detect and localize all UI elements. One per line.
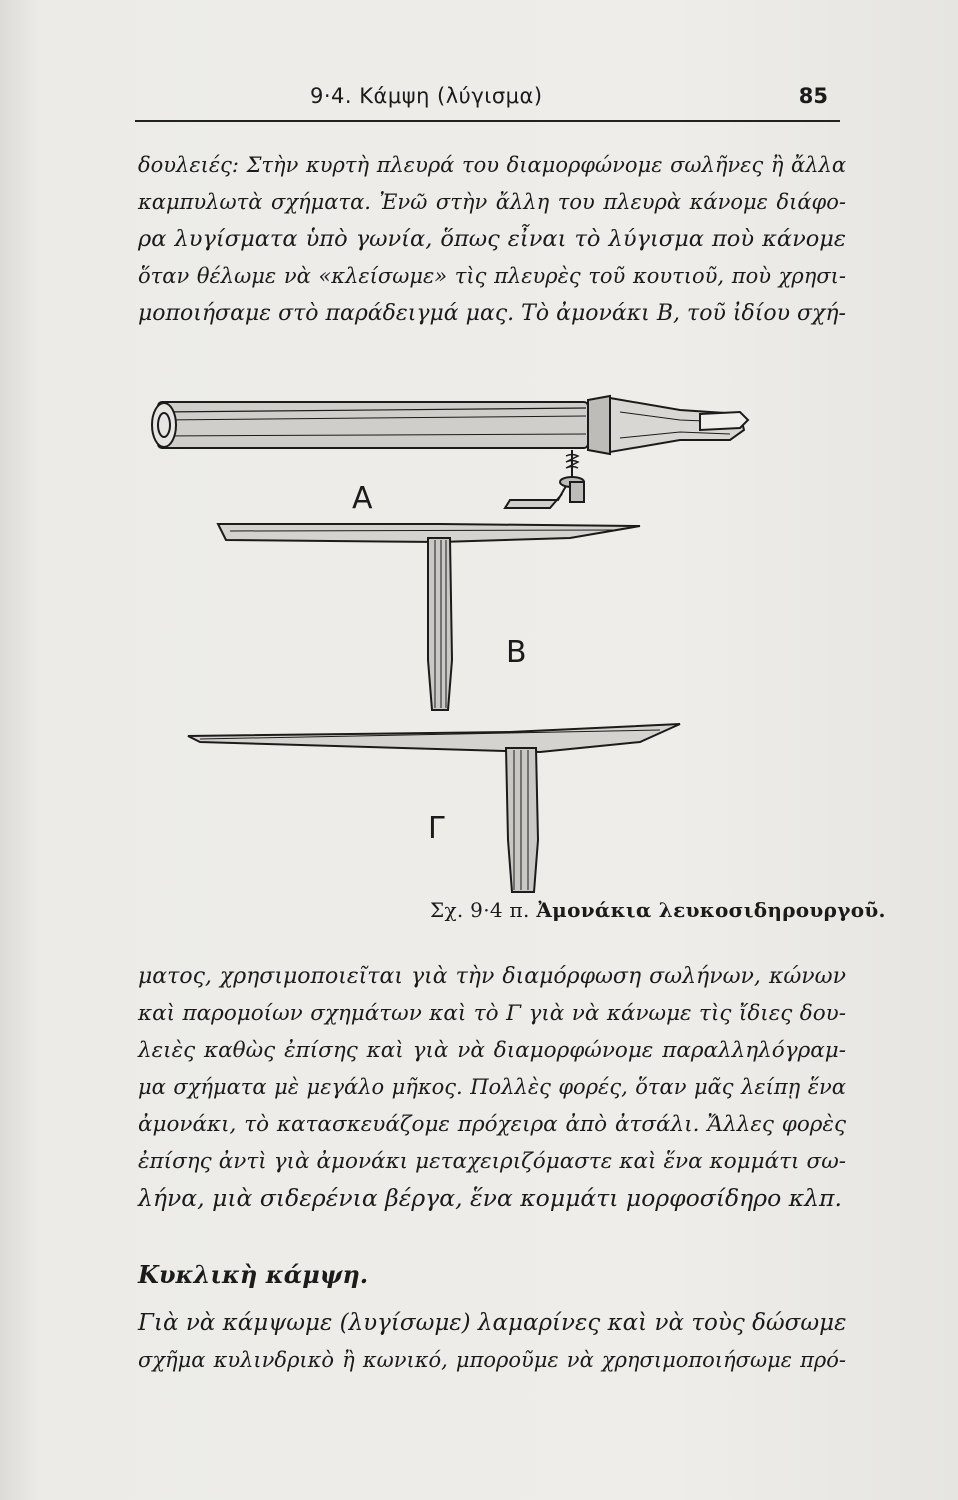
text-line: καὶ παρομοίων σχημάτων καὶ τὸ Γ γιὰ νὰ κάνωμε τὶς ἴδιες δου- bbox=[138, 1001, 846, 1026]
stake-a-drawing bbox=[152, 396, 748, 508]
text-line: ὅταν θέλωμε νὰ «κλείσωμε» τὶς πλευρὲς τοῦ κουτιοῦ, ποὺ χρησι- bbox=[138, 264, 846, 288]
paragraph-top bbox=[138, 147, 846, 332]
header-title: 9·4. Κάμψη (λύγισμα) bbox=[310, 84, 543, 108]
text-line: λήνα, μιὰ σιδερένια βέργα, ἕνα κομμάτι μορφοσίδηρο κλπ. bbox=[138, 1184, 842, 1212]
text-line: Γιὰ νὰ κάμψωμε (λυγίσωμε) λαμαρίνες καὶ νὰ τοὺς δώσωμε bbox=[138, 1310, 847, 1336]
label-g: Γ bbox=[428, 811, 445, 846]
paragraph-bottom bbox=[138, 1305, 846, 1379]
label-b: Β bbox=[506, 635, 527, 670]
text-line: μα σχήματα μὲ μεγάλο μῆκος. Πολλὲς φορές, ὅταν μᾶς λείπῃ ἕνα bbox=[138, 1075, 846, 1099]
text-line: ματος, χρησιμοποιεῖται γιὰ τὴν διαμόρφωση σωλήνων, κώνων bbox=[138, 964, 846, 989]
text-line: δουλειές: Στὴν κυρτὴ πλευρά του διαμορφώνομε σωλῆνες ἢ ἄλλα bbox=[138, 153, 846, 177]
label-a: Α bbox=[352, 481, 373, 516]
caption-prefix: Σχ. 9·4 π. bbox=[430, 898, 530, 922]
text-line: ἀμονάκι, τὸ κατασκευάζομε πρόχειρα ἀπὸ ἀτσάλι. Ἄλλες φορὲς bbox=[138, 1112, 846, 1137]
stake-g-drawing bbox=[188, 724, 680, 892]
section-subheading: Κυκλικὴ κάμψη. bbox=[138, 1260, 369, 1289]
running-header bbox=[140, 84, 840, 114]
figure-caption bbox=[430, 898, 886, 922]
text-line: καμπυλωτὰ σχήματα. Ἐνῶ στὴν ἄλλη του πλευρὰ κάνομε διάφο- bbox=[138, 190, 846, 214]
anvil-illustration bbox=[140, 390, 760, 900]
text-line: μοποιήσαμε στὸ παράδειγμά μας. Τὸ ἀμονάκι Β, τοῦ ἰδίου σχή- bbox=[138, 301, 846, 326]
page-number: 85 bbox=[798, 84, 828, 108]
caption-title: Ἀμονάκια λευκοσιδηρουργοῦ. bbox=[536, 898, 886, 922]
text-line: ρα λυγίσματα ὑπὸ γωνία, ὅπως εἶναι τὸ λύγισμα ποὺ κάνομε bbox=[138, 226, 846, 252]
paragraph-middle bbox=[138, 958, 846, 1217]
stake-b-drawing bbox=[218, 524, 640, 710]
text-line: σχῆμα κυλινδρικὸ ἢ κωνικό, μποροῦμε νὰ χρησιμοποιήσωμε πρό- bbox=[138, 1348, 846, 1372]
text-line: ἐπίσης ἀντὶ γιὰ ἀμονάκι μεταχειριζόμαστε καὶ ἕνα κομμάτι σω- bbox=[138, 1149, 846, 1174]
header-rule bbox=[135, 120, 840, 122]
text-line: λειὲς καθὼς ἐπίσης καὶ γιὰ νὰ διαμορφώνομε παραλληλόγραμ- bbox=[138, 1038, 846, 1063]
